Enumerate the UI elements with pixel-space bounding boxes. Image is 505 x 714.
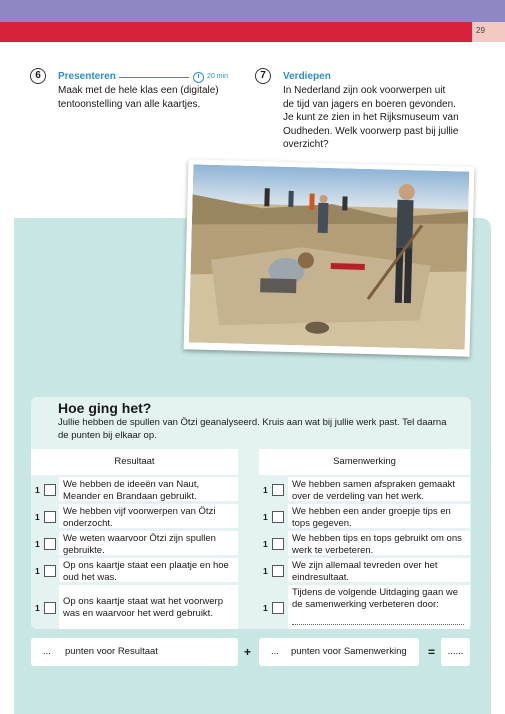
score-samenwerking-blank[interactable]: ... <box>271 646 279 657</box>
evaluation-intro <box>58 417 468 442</box>
step-7-number: 7 <box>255 68 271 84</box>
equals-sign: = <box>428 645 436 659</box>
list-item <box>288 558 470 582</box>
list-item-line: was en waarvoor het werd gebruikt. <box>63 608 213 619</box>
score-resultaat-label: punten voor Resultaat <box>65 646 158 657</box>
step-7-text-line-5: overzicht? <box>283 139 329 150</box>
step-6-rule <box>119 77 189 78</box>
evaluation-title: Hoe ging het? <box>58 400 152 416</box>
list-item-line: Meander en Brandaan gebruikt. <box>63 491 197 502</box>
score-resultaat-blank[interactable]: ... <box>43 646 51 657</box>
checkbox[interactable] <box>272 602 284 614</box>
list-item <box>59 558 238 582</box>
step-6-text-line-2: tentoonstelling van alle kaartjes. <box>58 98 201 110</box>
row-points: 1 <box>263 485 268 495</box>
list-item-line: We hebben vijf voorwerpen van Ötzi <box>63 506 216 517</box>
column-header-samenwerking: Samenwerking <box>259 449 470 475</box>
list-item-line: over de verdeling van het werk. <box>292 491 425 502</box>
header-band-red <box>0 22 472 42</box>
list-item-line: Tijdens de volgende Uitdaging gaan we <box>292 587 459 598</box>
score-total-box <box>441 638 470 666</box>
row-points: 1 <box>35 566 40 576</box>
list-item-line: werk te verbeteren. <box>292 545 374 556</box>
list-item-line: We weten waarvoor Ötzi zijn spullen <box>63 533 216 544</box>
row-points: 1 <box>35 603 40 613</box>
excavation-photo <box>189 164 470 349</box>
step-7-title: Verdiepen <box>283 71 331 82</box>
list-item-line: tops gegeven. <box>292 518 352 529</box>
step-7-text-line-3: Je kunt ze zien in het Rijksmuseum van <box>283 112 459 123</box>
row-points: 1 <box>263 539 268 549</box>
row-points: 1 <box>35 485 40 495</box>
column-header-resultaat: Resultaat <box>31 449 238 475</box>
step-7-text-line-4: Oudheden. Welk voorwerp past bij jullie <box>283 125 459 137</box>
list-item <box>288 477 470 501</box>
list-item-line: gebruikte. <box>63 545 105 556</box>
step-6-text-line-1: Maak met de hele klas een (digitale) <box>58 85 219 96</box>
clock-icon <box>193 72 204 83</box>
checkbox[interactable] <box>272 538 284 550</box>
score-samenwerking-label: punten voor Samenwerking <box>291 646 407 657</box>
step-6-number: 6 <box>30 68 46 84</box>
page-number: 29 <box>476 26 485 35</box>
list-item <box>288 531 470 555</box>
evaluation-intro-line-2: de punten bij elkaar op. <box>58 429 157 441</box>
row-points: 1 <box>263 512 268 522</box>
row-points: 1 <box>35 539 40 549</box>
checkbox[interactable] <box>44 538 56 550</box>
list-item <box>59 585 238 629</box>
evaluation-intro-line-1: Jullie hebben de spullen van Ötzi geanalyseerd. Kruis aan wat bij jullie werk past. Tel daarna <box>58 417 447 428</box>
list-item <box>59 504 238 528</box>
list-item-line: We hebben een ander groepje tips en <box>292 506 451 517</box>
checkbox[interactable] <box>44 602 56 614</box>
list-item-line: eindresultaat. <box>292 572 350 583</box>
step-6-time: 20 min <box>207 73 229 80</box>
list-item <box>288 585 470 629</box>
header-band-purple <box>0 0 505 22</box>
list-item <box>288 504 470 528</box>
plus-sign: + <box>244 645 252 659</box>
score-samenwerking-box <box>259 638 419 666</box>
row-points: 1 <box>263 603 268 613</box>
list-item-line: We zijn allemaal tevreden over het <box>292 560 438 571</box>
checkbox[interactable] <box>272 484 284 496</box>
excavation-photo-frame <box>184 159 475 356</box>
list-item <box>59 477 238 501</box>
list-item-line: Op ons kaartje staat een plaatje en hoe <box>63 560 229 571</box>
step-6-title: Presenteren <box>58 71 116 82</box>
checkbox[interactable] <box>44 484 56 496</box>
list-item-line: de samenwerking verbeteren door: <box>292 599 439 610</box>
list-item-line: Op ons kaartje staat wat het voorwerp <box>63 596 223 607</box>
list-item-line: We hebben tips en tops gebruikt om ons <box>292 533 462 544</box>
checkbox[interactable] <box>44 565 56 577</box>
checkbox[interactable] <box>272 565 284 577</box>
step-7-text-line-2: de tijd van jagers en boeren gevonden. <box>283 98 456 110</box>
list-item-line: We hebben samen afspraken gemaakt <box>292 479 456 490</box>
score-total-blank[interactable]: ...... <box>447 646 464 657</box>
score-resultaat-box <box>31 638 238 666</box>
write-in-line[interactable] <box>292 624 464 625</box>
checkbox[interactable] <box>272 511 284 523</box>
step-7-text-line-1: In Nederland zijn ook voorwerpen uit <box>283 85 446 96</box>
list-item <box>59 531 238 555</box>
checkbox[interactable] <box>44 511 56 523</box>
row-points: 1 <box>35 512 40 522</box>
list-item-line: onderzocht. <box>63 518 113 529</box>
list-item-line: oud het was. <box>63 572 117 583</box>
row-points: 1 <box>263 566 268 576</box>
list-item-line: We hebben de ideeën van Naut, <box>63 479 200 490</box>
